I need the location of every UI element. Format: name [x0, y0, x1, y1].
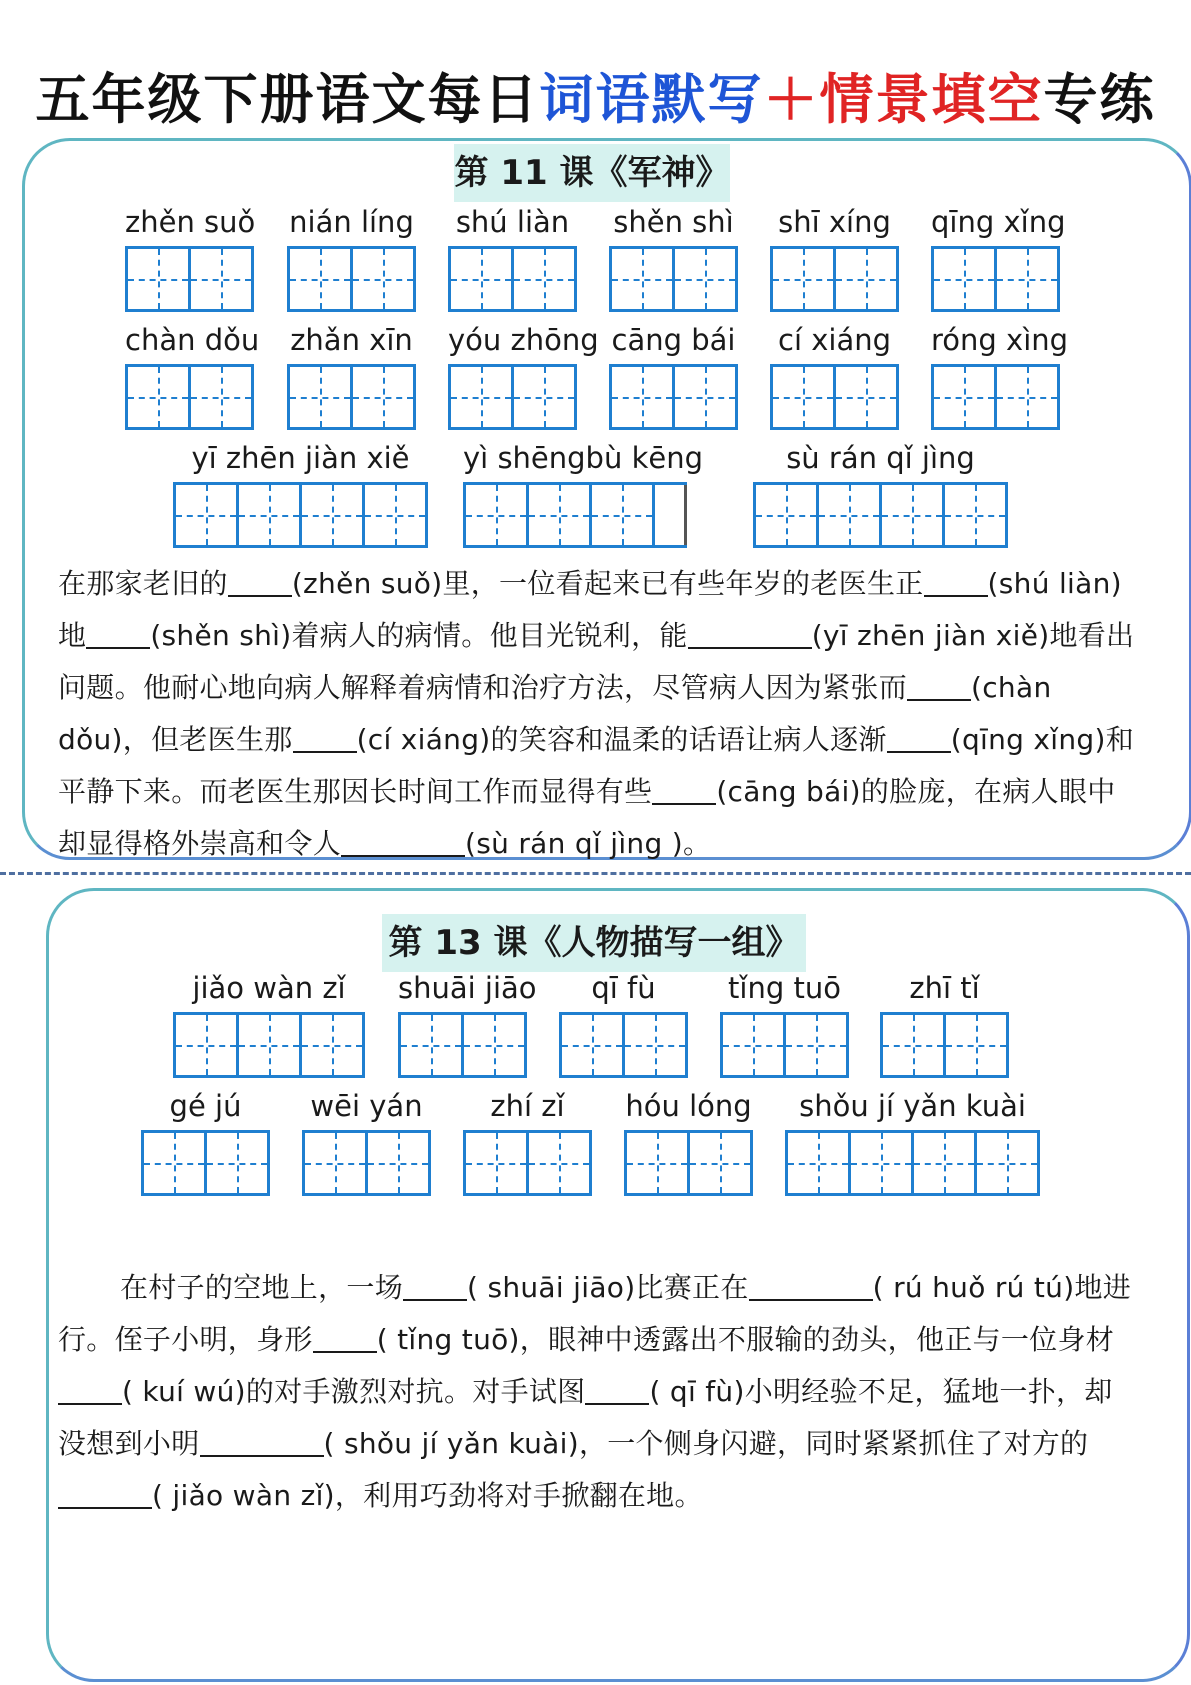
lesson-13-paragraph: 在村子的空地上，一场 ( shuāi jiāo)比赛正在 ( rú huǒ rú tú)地进行。侄子小明，身形 ( tǐng tuō)，眼神中透露出不服输的劲头，他正与一位身材( kuí wú)的对手激烈对抗。对手试图 ( qī fù)小明经验不足，猛地一扑，却没想到小明 ( shǒu jí yǎn kuài)，一个侧身闪避，同时紧紧抓住了对方的( jiǎo wàn zǐ)，利用巧劲将对手掀翻在地。 [58, 1271, 1132, 1512]
character-cell[interactable] [612, 367, 675, 427]
character-cell[interactable] [786, 1015, 849, 1075]
pinyin-label: yì shēngbù kēng [463, 441, 703, 475]
character-cell[interactable] [144, 1133, 207, 1193]
character-cell[interactable] [883, 1015, 946, 1075]
answer-blank[interactable] [652, 773, 716, 805]
answer-blank[interactable] [293, 721, 357, 753]
character-cell[interactable] [514, 249, 577, 309]
word-grid[interactable] [785, 1089, 1040, 1196]
word-grid[interactable] [720, 971, 849, 1078]
character-cell[interactable] [529, 1133, 592, 1193]
character-cell[interactable] [239, 1015, 302, 1075]
pinyin-label: shěn shì [613, 205, 734, 239]
word-grid[interactable] [448, 323, 599, 430]
word-grid[interactable] [463, 1089, 592, 1196]
pinyin-label: shuāi jiāo [398, 971, 537, 1005]
character-boxes[interactable] [125, 364, 254, 430]
character-cell[interactable] [302, 485, 365, 545]
lesson-13-title: 第 13 课《人物描写一组》 [382, 914, 806, 972]
character-cell[interactable] [625, 1015, 688, 1075]
character-cell[interactable] [353, 367, 416, 427]
answer-blank[interactable] [907, 669, 971, 701]
character-cell[interactable] [176, 1015, 239, 1075]
word-grid[interactable] [770, 205, 899, 312]
character-cell[interactable] [239, 485, 302, 545]
answer-blank[interactable] [341, 825, 465, 857]
pinyin-label: qīng xǐng [931, 205, 1066, 239]
character-cell[interactable] [756, 485, 819, 545]
character-boxes[interactable] [770, 246, 899, 312]
pinyin-label: cāng bái [611, 323, 736, 357]
pinyin-label: shú liàn [455, 205, 570, 239]
character-cell[interactable] [773, 367, 836, 427]
character-cell[interactable] [997, 249, 1060, 309]
word-grid[interactable] [125, 323, 260, 430]
character-cell[interactable] [627, 1133, 690, 1193]
character-cell[interactable] [851, 1133, 914, 1193]
word-grid[interactable] [609, 205, 738, 312]
character-boxes[interactable] [141, 1130, 270, 1196]
answer-blank[interactable] [58, 1373, 122, 1405]
character-boxes[interactable] [125, 246, 254, 312]
word-grid[interactable] [125, 205, 256, 312]
word-grid[interactable] [398, 971, 537, 1078]
answer-blank[interactable] [200, 1425, 324, 1457]
answer-blank[interactable] [313, 1321, 377, 1353]
pinyin-label: yóu zhōng [448, 323, 599, 357]
character-cell[interactable] [836, 367, 899, 427]
page-title: 五年级下册语文每日词语默写＋情景填空专练 [35, 68, 1156, 131]
character-boxes[interactable] [559, 1012, 688, 1078]
pinyin-label: zhǎn xīn [290, 323, 413, 357]
character-boxes[interactable] [448, 364, 577, 430]
pinyin-label: qī fù [591, 971, 656, 1005]
character-boxes[interactable] [302, 1130, 431, 1196]
pinyin-label: shī xíng [778, 205, 891, 239]
word-grid[interactable] [173, 441, 428, 548]
character-cell[interactable] [882, 485, 945, 545]
character-boxes[interactable] [463, 1130, 592, 1196]
answer-blank[interactable] [86, 617, 150, 649]
character-cell[interactable] [997, 367, 1060, 427]
word-grid[interactable] [173, 971, 365, 1078]
answer-blank[interactable] [403, 1269, 467, 1301]
word-grid[interactable] [463, 441, 703, 548]
character-cell[interactable] [675, 249, 738, 309]
character-cell[interactable] [836, 249, 899, 309]
word-grid[interactable] [931, 205, 1066, 312]
character-cell[interactable] [290, 367, 353, 427]
character-cell[interactable] [788, 1133, 851, 1193]
character-boxes[interactable] [609, 246, 738, 312]
character-cell[interactable] [977, 1133, 1040, 1193]
answer-blank[interactable] [749, 1269, 873, 1301]
character-cell[interactable] [464, 1015, 527, 1075]
pinyin-label: zhí zǐ [490, 1089, 565, 1123]
answer-blank[interactable] [228, 565, 292, 597]
character-cell[interactable] [773, 249, 836, 309]
character-boxes[interactable] [880, 1012, 1009, 1078]
character-cell[interactable] [934, 249, 997, 309]
answer-blank[interactable] [58, 1477, 152, 1509]
character-cell[interactable] [176, 485, 239, 545]
pinyin-label: tǐng tuō [728, 971, 841, 1005]
pinyin-label: cí xiáng [778, 323, 891, 357]
pinyin-label: jiǎo wàn zǐ [192, 971, 346, 1005]
character-boxes[interactable] [931, 246, 1060, 312]
character-boxes[interactable] [398, 1012, 527, 1078]
character-cell[interactable] [592, 485, 655, 545]
word-grid[interactable] [624, 1089, 753, 1196]
word-grid[interactable] [880, 971, 1009, 1078]
pinyin-label: róng xìng [931, 323, 1069, 357]
character-cell[interactable] [946, 1015, 1009, 1075]
character-cell[interactable] [675, 367, 738, 427]
character-cell[interactable] [562, 1015, 625, 1075]
character-boxes[interactable] [785, 1130, 1040, 1196]
answer-blank[interactable] [887, 721, 951, 753]
word-grid[interactable] [753, 441, 1008, 548]
pinyin-label: wēi yán [310, 1089, 423, 1123]
character-boxes[interactable] [931, 364, 1060, 430]
character-cell[interactable] [191, 249, 254, 309]
character-cell[interactable] [723, 1015, 786, 1075]
character-cell[interactable] [529, 485, 592, 545]
character-cell[interactable] [690, 1133, 753, 1193]
word-grid[interactable] [302, 1089, 431, 1196]
character-cell[interactable] [368, 1133, 431, 1193]
character-cell[interactable] [612, 249, 675, 309]
character-cell[interactable] [655, 485, 687, 545]
pinyin-label: nián líng [289, 205, 414, 239]
pinyin-label: chàn dǒu [125, 323, 260, 357]
character-cell[interactable] [401, 1015, 464, 1075]
character-cell[interactable] [128, 249, 191, 309]
lesson-11-paragraph: 在那家老旧的 (zhěn suǒ)里，一位看起来已有些年岁的老医生正 (shú liàn)地 (shěn shì)着病人的病情。他目光锐利，能 (yī zhēn jiàn xiě)地看出问题。他耐心地向病人解释着病情和治疗方法，尽管病人因为紧张而 (chàn dǒu)，但老医生那 (cí xiáng)的笑容和温柔的话语让病人逐渐 (qīng xǐng)和平静下来。而老医生那因长时间工作而显得有些 (cāng bái)的脸庞，在病人眼中却显得格外崇高和令人 (sù rán qǐ jìng )。 [58, 567, 1135, 860]
word-grid[interactable] [609, 323, 738, 430]
character-cell[interactable] [128, 367, 191, 427]
character-boxes[interactable] [448, 246, 577, 312]
character-cell[interactable] [934, 367, 997, 427]
pinyin-label: shǒu jí yǎn kuài [799, 1089, 1026, 1123]
pinyin-label: yī zhēn jiàn xiě [191, 441, 410, 475]
character-cell[interactable] [466, 485, 529, 545]
character-cell[interactable] [451, 367, 514, 427]
pinyin-label: gé jú [169, 1089, 242, 1123]
answer-blank[interactable] [688, 617, 812, 649]
character-boxes[interactable] [287, 246, 416, 312]
character-boxes[interactable] [720, 1012, 849, 1078]
character-cell[interactable] [914, 1133, 977, 1193]
pinyin-label: sù rán qǐ jìng [786, 441, 975, 475]
character-cell[interactable] [466, 1133, 529, 1193]
character-cell[interactable] [365, 485, 428, 545]
word-grid[interactable] [141, 1089, 270, 1196]
pinyin-label: hóu lóng [625, 1089, 752, 1123]
character-boxes[interactable] [173, 482, 428, 548]
character-boxes[interactable] [753, 482, 1008, 548]
pinyin-label: zhī tǐ [909, 971, 980, 1005]
character-boxes[interactable] [770, 364, 899, 430]
character-cell[interactable] [945, 485, 1008, 545]
character-boxes[interactable] [609, 364, 738, 430]
word-grid[interactable] [931, 323, 1069, 430]
character-boxes[interactable] [463, 482, 687, 548]
character-cell[interactable] [290, 249, 353, 309]
character-cell[interactable] [191, 367, 254, 427]
word-grid[interactable] [770, 323, 899, 430]
word-grid[interactable] [448, 205, 577, 312]
word-grid[interactable] [287, 205, 416, 312]
character-cell[interactable] [207, 1133, 270, 1193]
character-boxes[interactable] [624, 1130, 753, 1196]
answer-blank[interactable] [924, 565, 988, 597]
lesson-11-title: 第 11 课《军神》 [454, 144, 730, 202]
character-cell[interactable] [514, 367, 577, 427]
character-cell[interactable] [353, 249, 416, 309]
character-boxes[interactable] [173, 1012, 365, 1078]
character-cell[interactable] [305, 1133, 368, 1193]
character-cell[interactable] [302, 1015, 365, 1075]
pinyin-label: zhěn suǒ [125, 205, 256, 239]
character-boxes[interactable] [287, 364, 416, 430]
character-cell[interactable] [451, 249, 514, 309]
word-grid[interactable] [559, 971, 688, 1078]
answer-blank[interactable] [585, 1373, 649, 1405]
word-grid[interactable] [287, 323, 416, 430]
character-cell[interactable] [819, 485, 882, 545]
